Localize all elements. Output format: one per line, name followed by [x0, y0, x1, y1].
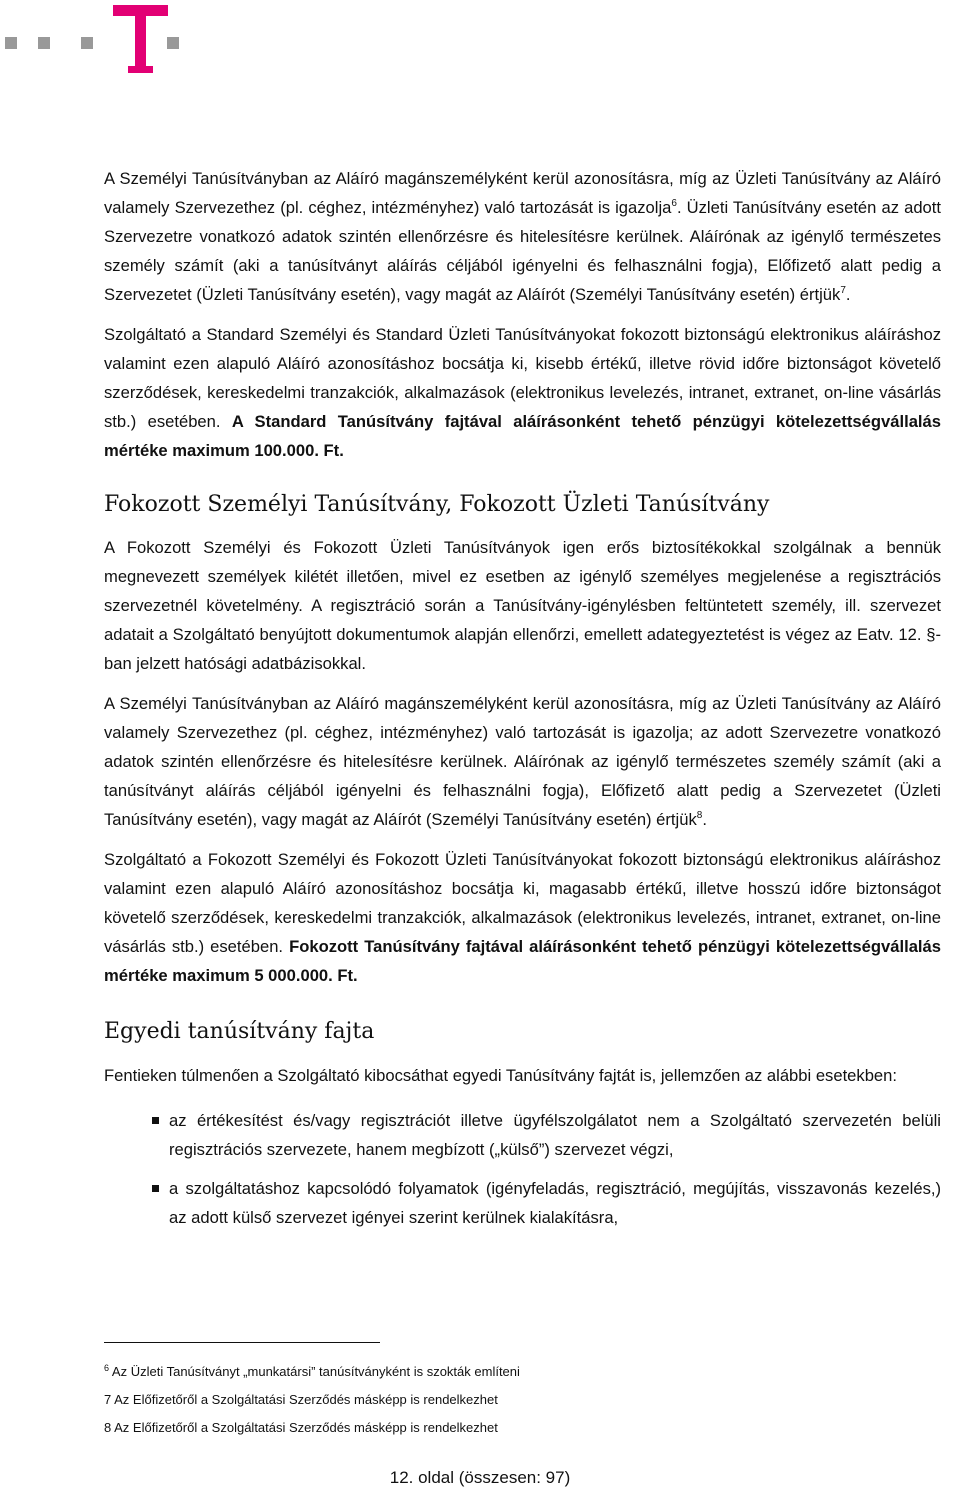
logo-square: [81, 37, 93, 49]
logo-t-stem: [135, 5, 146, 73]
logo-square: [167, 37, 179, 49]
paragraph-standard-certificates: Szolgáltató a Standard Személyi és Standard Üzleti Tanúsítványokat fokozott biztonságú elektronikus aláíráshoz valamint ezen alapuló Aláíró azonosításhoz bocsátja ki, kisebb értékű, illetve rövid időre biztonságot követelő szerződések, kereskedelmi tranzakciók, alkalmazások (elektronikus levelezés, intranet, extranet, on-line vásárlás stb.) esetében. A Standard Tanúsítvány fajtával aláírásonként tehető pénzügyi kötelezettségvállalás mértéke maximum 100.000. Ft.: [104, 325, 941, 460]
enhanced-limit-statement: Fokozott Tanúsítvány fajtával aláírásonként tehető pénzügyi kötelezettségvállalás mértéke maximum 5 000.000. Ft.: [104, 937, 942, 985]
logo-square: [38, 37, 50, 49]
custom-cases-list: [104, 1106, 941, 1232]
document-body: [104, 164, 941, 1232]
footnote-separator: [104, 1342, 380, 1343]
paragraph-custom-intro: Fentieken túlmenően a Szolgáltató kibocsáthat egyedi Tanúsítvány fajtát is, jellemzően az alábbi esetekben:: [104, 1066, 897, 1085]
standard-limit-statement: A Standard Tanúsítvány fajtával aláírásonként tehető pénzügyi kötelezettségvállalás mértéke maximum 100.000. Ft.: [104, 412, 941, 460]
paragraph-enhanced-issuance: Szolgáltató a Fokozott Személyi és Fokozott Üzleti Tanúsítványokat fokozott biztonságú elektronikus aláíráshoz valamint ezen alapuló Aláíró azonosításhoz bocsátja ki, magasabb értékű, illetve hosszú időre biztonságot követelő szerződések, kereskedelmi tranzakciók, alkalmazások (elektronikus levelezés, intranet, extranet, on-line vásárlás stb.) esetében. Fokozott Tanúsítvány fajtával aláírásonként tehető pénzügyi kötelezettségvállalás mértéke maximum 5 000.000. Ft.: [104, 850, 942, 985]
paragraph-enhanced-guarantees: A Fokozott Személyi és Fokozott Üzleti Tanúsítványok igen erős biztosítékokkal szolgálnak a bennük megnevezett személyek kilétét illetően, mivel ez esetben az igénylő személyes megjelenése a regisztrációs szervezetnél követelmény. A regisztráció során a Tanúsítvány-igénylésben feltüntetett személy, ill. szervezet adatait a Szolgáltató benyújtott dokumentumok alapján ellenőrzi, emellett adategyeztetést is végez az Eatv. 12. §-ban jelzett hatósági adatbázisokkal.: [104, 538, 941, 673]
logo-t-foot: [128, 66, 153, 73]
footnotes: [104, 1358, 934, 1442]
page-number: 12. oldal (összesen: 97): [389, 1468, 571, 1487]
telekom-t-logo-icon: [0, 0, 200, 80]
footnote-6: $^6$ Az Üzleti Tanúsítványt „munkatársi” tanúsítványként is szokták említeni: [104, 1363, 520, 1379]
footnote-8: 8 Az Előfizetőről a Szolgáltatási Szerződés másképp is rendelkezhet: [104, 1420, 498, 1435]
heading-custom-certificate-type: Egyedi tanúsítvány fajta: [104, 1019, 375, 1044]
logo-square: [5, 37, 17, 49]
list-item: az értékesítést és/vagy regisztrációt illetve ügyfélszolgálatot nem a Szolgáltató szervezetén belüli regisztrációs szervezete, hanem megbízott („külső”) szervezet végzi,: [169, 1106, 941, 1164]
heading-enhanced-certificates: Fokozott Személyi Tanúsítvány, Fokozott Üzleti Tanúsítvány: [104, 492, 770, 517]
paragraph-personal-business-certificate: A Személyi Tanúsítványban az Aláíró magánszemélyként kerül azonosításra, míg az Üzleti Tanúsítvány az Aláíró valamely Szervezethez (pl. céghez, intézményhez) való tartozását is igazolja$^6$. Üzleti Tanúsítvány esetén az adott Szervezetre vonatkozó adatok szintén ellenőrzésre és hitelesítésre kerülnek. Aláírónak az igénylő természetes személy számít (aki a tanúsítványt aláírás céljából igényelni és felhasználni fogja), Előfizető alatt pedig a Szervezetet (Üzleti Tanúsítvány esetén), vagy magát az Aláírót (Személyi Tanúsítvány esetén) értjük$^7$.: [104, 169, 941, 304]
footnote-ref-6: 6: [671, 198, 677, 209]
footnote-7: 7 Az Előfizetőről a Szolgáltatási Szerződés másképp is rendelkezhet: [104, 1392, 498, 1407]
square-bullet-icon: [152, 1117, 159, 1124]
footnote-ref-8: 8: [696, 810, 703, 821]
paragraph-personal-business-enhanced: A Személyi Tanúsítványban az Aláíró magánszemélyként kerül azonosításra, míg az Üzleti Tanúsítvány az Aláíró valamely Szervezethez (pl. céghez, intézményhez) való tartozását is igazolja; az adott Szervezetre vonatkozó adatok szintén ellenőrzésre és hitelesítésre kerülnek. Aláírónak az igénylő természetes személy számít (aki a tanúsítványt aláírás céljából igényelni és felhasználni fogja), Előfizető alatt pedig a Szervezetet (Üzleti Tanúsítvány esetén), vagy magát az Aláírót (Személyi Tanúsítvány esetén) értjük$^8$.: [104, 694, 941, 829]
footnote-ref-7: 7: [840, 285, 846, 296]
square-bullet-icon: [152, 1185, 159, 1192]
list-item: a szolgáltatáshoz kapcsolódó folyamatok (igényfeladás, regisztráció, megújítás, visszavonás kezelés,) az adott külső szervezet igényei szerint kerülnek kialakításra,: [169, 1174, 941, 1232]
